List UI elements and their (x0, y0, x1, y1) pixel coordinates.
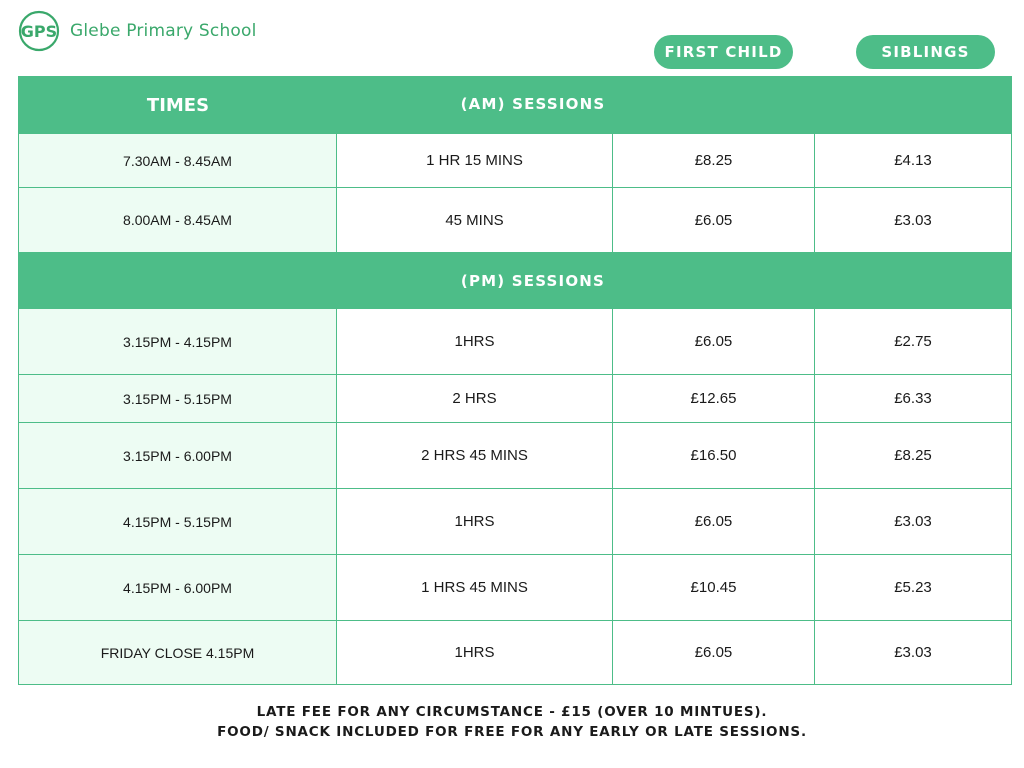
time-cell: 3.15PM - 6.00PM (19, 423, 337, 488)
pm-header-band (19, 252, 1011, 308)
duration-cell: 2 HRS (337, 375, 613, 422)
table-row (19, 308, 1011, 374)
food-note: FOOD/ SNACK INCLUDED FOR FREE FOR ANY EARLY OR LATE SESSIONS. (217, 724, 807, 740)
table-row (19, 422, 1011, 488)
table-row (19, 554, 1011, 620)
duration-cell: 2 HRS 45 MINS (337, 423, 613, 488)
table-row (19, 374, 1011, 422)
table-row (19, 488, 1011, 554)
time-cell: FRIDAY CLOSE 4.15PM (19, 621, 337, 684)
first-child-price: £6.05 (613, 309, 815, 374)
school-logo (18, 10, 257, 52)
first-child-price: £12.65 (613, 375, 815, 422)
table-row (19, 620, 1011, 684)
first-child-price: £10.45 (613, 555, 815, 620)
sibling-price: £2.75 (894, 333, 932, 350)
first-child-price: £6.05 (613, 489, 815, 554)
first-child-price: £16.50 (613, 423, 815, 488)
am-header-band (19, 77, 1011, 133)
duration-cell: 1HRS (337, 489, 613, 554)
sibling-price: £8.25 (894, 447, 932, 464)
sibling-price: £4.13 (894, 152, 932, 169)
duration-cell: 1 HRS 45 MINS (337, 555, 613, 620)
sibling-price: £6.33 (894, 390, 932, 407)
time-cell: 3.15PM - 4.15PM (19, 309, 337, 374)
fees-table (18, 76, 1012, 685)
time-cell: 3.15PM - 5.15PM (19, 375, 337, 422)
sibling-price: £3.03 (894, 513, 932, 530)
siblings-label: SIBLINGS (856, 35, 995, 69)
fee-notes (0, 702, 1024, 742)
duration-cell: 45 MINS (337, 188, 613, 252)
sibling-price: £3.03 (894, 644, 932, 661)
time-cell: 4.15PM - 5.15PM (19, 489, 337, 554)
am-sessions-title: (AM) SESSIONS (460, 95, 606, 113)
school-name: Glebe Primary School (70, 21, 257, 41)
duration-cell: 1 HR 15 MINS (337, 134, 613, 187)
pm-sessions-title: (PM) SESSIONS (460, 272, 606, 290)
duration-cell: 1HRS (337, 621, 613, 684)
time-cell: 4.15PM - 6.00PM (19, 555, 337, 620)
times-header: TIMES (146, 95, 210, 116)
first-child-price: £6.05 (613, 621, 815, 684)
svg-text:GPS: GPS (20, 22, 58, 41)
first-child-price: £6.05 (613, 188, 815, 252)
sibling-price: £3.03 (894, 211, 932, 229)
sibling-price: £5.23 (894, 579, 932, 596)
first-child-label: FIRST CHILD (654, 35, 793, 69)
duration-cell: 1HRS (337, 309, 613, 374)
time-cell: 7.30AM - 8.45AM (19, 134, 337, 187)
table-row (19, 133, 1011, 187)
time-cell: 8.00AM - 8.45AM (19, 188, 337, 252)
table-row (19, 187, 1011, 252)
late-fee-note: LATE FEE FOR ANY CIRCUMSTANCE - £15 (OVER 10 MINTUES). (256, 704, 768, 720)
first-child-price: £8.25 (613, 134, 815, 187)
school-crest-icon (18, 10, 60, 52)
